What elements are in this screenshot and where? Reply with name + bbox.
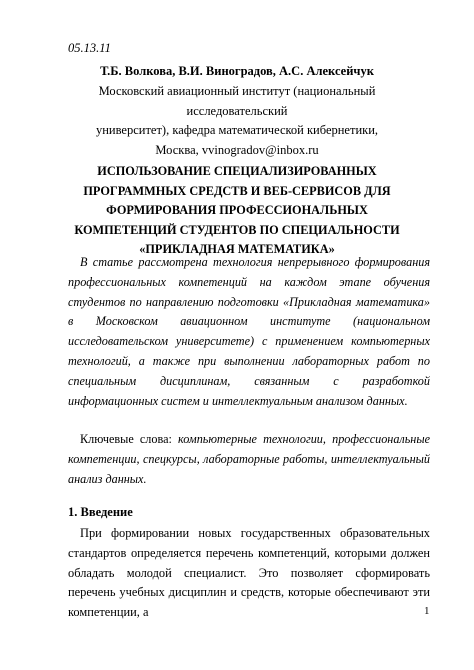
authors: Т.Б. Волкова, В.И. Виноградов, А.С. Алексейчук (100, 64, 374, 78)
section-heading: 1. Введение (68, 505, 133, 519)
page-number: 1 (424, 605, 430, 617)
paper-title: ИСПОЛЬЗОВАНИЕ СПЕЦИАЛИЗИРОВАННЫХ ПРОГРАММНЫХ СРЕДСТВ И ВЕБ-СЕРВИСОВ ДЛЯ ФОРМИРОВАНИЯ ПРОФЕССИОНАЛЬНЫХ КОМПЕТЕНЦИЙ СТУДЕНТОВ ПО СПЕЦИАЛЬНОСТИ «ПРИКЛАДНАЯ МАТЕМАТИКА» (74, 164, 400, 256)
affiliation (60, 82, 414, 160)
section-body: При формировании новых государственных образовательных стандартов определяется перечень компетенций, которыми должен обладать молодой специалист. Это позволяет сформировать перечень учебных дисциплин и средств, которые обеспечивают эти компетенции, а (68, 526, 430, 620)
affiliation-line-2: университет), кафедра математической кибернетики, (95, 123, 379, 137)
keywords-terms: компьютерные технологии, профессиональные компетенции, спецкурсы, лабораторные работы, интеллектуальный анализ данных. (68, 432, 430, 486)
abstract: В статье рассмотрена технология непрерывного формирования профессиональных компетенций на каждом этапе обучения студентов по направлению подготовки «Прикладная математика» в Московском авиационном институте (национальном исследовательском университете) с применением компьютерных технологий, а также при выполнении лабораторных работ по специальным дисциплинам, связанным с разработкой информационных систем и интеллектуальным анализом данных. (68, 255, 430, 408)
affiliation-line-1: Московский авиационный институт (национальный исследовательский (98, 84, 376, 118)
udk-code: 05.13.11 (68, 41, 111, 55)
keywords (68, 430, 430, 489)
affiliation-line-3: Москва, vvinogradov@inbox.ru (155, 142, 319, 157)
keywords-label: Ключевые слова: (80, 432, 179, 446)
